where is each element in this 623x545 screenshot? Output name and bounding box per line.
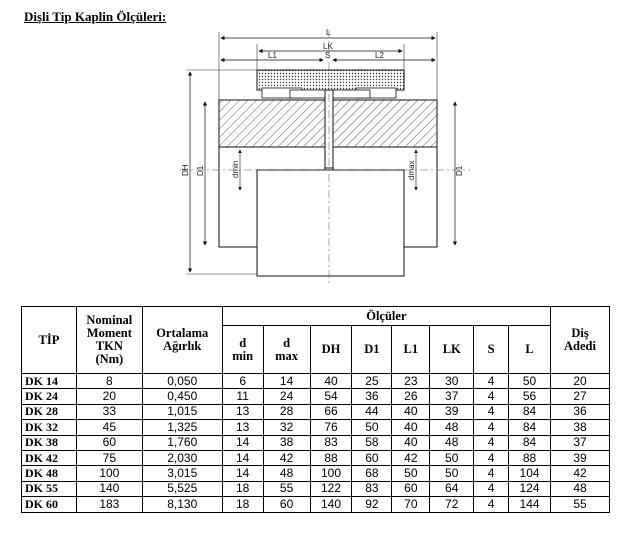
cell-weight: 2,030: [142, 450, 222, 465]
cell-l1: 40: [392, 404, 430, 419]
cell-dh: 76: [310, 420, 352, 435]
cell-l1: 42: [392, 450, 430, 465]
cell-dmin: 18: [222, 481, 263, 496]
cell-tip: DK 38: [22, 435, 77, 450]
cell-s: 4: [474, 481, 509, 496]
cell-dmax: 60: [263, 497, 310, 512]
cell-dh: 100: [310, 466, 352, 481]
header-dh: DH: [310, 326, 352, 374]
dimensions-table: [21, 306, 610, 513]
cell-tip: DK 24: [22, 389, 77, 404]
cell-s: 4: [474, 450, 509, 465]
cell-teeth: 55: [551, 497, 610, 512]
cell-tip: DK 28: [22, 404, 77, 419]
cell-weight: 0,050: [142, 374, 222, 389]
cell-dmin: 14: [222, 435, 263, 450]
label-S: S: [325, 51, 331, 60]
cell-dmin: 18: [222, 497, 263, 512]
cell-teeth: 20: [551, 374, 610, 389]
cell-lk: 64: [430, 481, 474, 496]
cell-l1: 40: [392, 435, 430, 450]
cell-tkn: 100: [76, 466, 142, 481]
cell-l1: 23: [392, 374, 430, 389]
cell-d1: 44: [352, 404, 392, 419]
label-D1-left: D1: [196, 165, 205, 176]
page-title: Dişli Tip Kaplin Ölçüleri:: [24, 9, 167, 24]
cell-l1: 60: [392, 481, 430, 496]
header-teeth: Diş Adedi: [551, 307, 610, 374]
cell-l: 84: [509, 420, 551, 435]
cell-dh: 40: [310, 374, 352, 389]
cell-dmin: 14: [222, 450, 263, 465]
cell-l1: 26: [392, 389, 430, 404]
header-l1: L1: [392, 326, 430, 374]
cell-s: 4: [474, 404, 509, 419]
cell-teeth: 37: [551, 435, 610, 450]
cell-l: 124: [509, 481, 551, 496]
cell-dmin: 6: [222, 374, 263, 389]
cell-teeth: 39: [551, 450, 610, 465]
cell-d1: 25: [352, 374, 392, 389]
header-dmin: d min: [222, 326, 263, 374]
table-row: [22, 404, 610, 419]
cell-d1: 92: [352, 497, 392, 512]
cell-teeth: 27: [551, 389, 610, 404]
cell-l: 84: [509, 404, 551, 419]
cell-l: 104: [509, 466, 551, 481]
cell-tip: DK 14: [22, 374, 77, 389]
cell-tkn: 60: [76, 435, 142, 450]
cell-d1: 58: [352, 435, 392, 450]
header-l: L: [509, 326, 551, 374]
label-L: L: [326, 28, 331, 37]
table-row: [22, 420, 610, 435]
cell-teeth: 48: [551, 481, 610, 496]
cell-weight: 5,525: [142, 481, 222, 496]
header-nominal-moment: Nominal Moment TKN (Nm): [76, 307, 142, 374]
label-D1-right: D1: [455, 165, 464, 176]
cell-dh: 66: [310, 404, 352, 419]
header-lk: LK: [430, 326, 474, 374]
cell-tkn: 20: [76, 389, 142, 404]
cell-lk: 48: [430, 435, 474, 450]
cell-tip: DK 55: [22, 481, 77, 496]
label-dmin: dmin: [231, 160, 240, 178]
table-row: [22, 389, 610, 404]
header-tip: TİP: [22, 307, 77, 374]
cell-d1: 83: [352, 481, 392, 496]
table-row: [22, 435, 610, 450]
cell-lk: 30: [430, 374, 474, 389]
label-L2: L2: [375, 51, 384, 60]
header-dmax: d max: [263, 326, 310, 374]
cell-s: 4: [474, 389, 509, 404]
cell-weight: 8,130: [142, 497, 222, 512]
cell-lk: 48: [430, 420, 474, 435]
cell-dmax: 14: [263, 374, 310, 389]
cell-dmin: 11: [222, 389, 263, 404]
cell-lk: 50: [430, 466, 474, 481]
cell-weight: 1,325: [142, 420, 222, 435]
header-s: S: [474, 326, 509, 374]
label-LK: LK: [323, 42, 333, 51]
cell-teeth: 42: [551, 466, 610, 481]
cell-l: 50: [509, 374, 551, 389]
cell-tkn: 45: [76, 420, 142, 435]
cell-weight: 1,760: [142, 435, 222, 450]
cell-dmin: 13: [222, 404, 263, 419]
cell-dh: 88: [310, 450, 352, 465]
cell-s: 4: [474, 435, 509, 450]
label-DH: DH: [181, 164, 190, 176]
cell-teeth: 38: [551, 420, 610, 435]
header-weight: Ortalama Ağırlık: [142, 307, 222, 374]
cell-d1: 50: [352, 420, 392, 435]
cell-weight: 3,015: [142, 466, 222, 481]
label-dmax: dmax: [407, 160, 416, 180]
cell-d1: 36: [352, 389, 392, 404]
table-row: [22, 481, 610, 496]
cell-tip: DK 48: [22, 466, 77, 481]
cell-dmin: 13: [222, 420, 263, 435]
cell-tip: DK 32: [22, 420, 77, 435]
table-row: [22, 450, 610, 465]
cell-dmax: 42: [263, 450, 310, 465]
cell-tkn: 183: [76, 497, 142, 512]
cell-l: 88: [509, 450, 551, 465]
cell-d1: 60: [352, 450, 392, 465]
header-d1: D1: [352, 326, 392, 374]
cell-lk: 39: [430, 404, 474, 419]
cell-dmin: 14: [222, 466, 263, 481]
cell-tkn: 33: [76, 404, 142, 419]
cell-dh: 122: [310, 481, 352, 496]
cell-tkn: 140: [76, 481, 142, 496]
cell-dmax: 38: [263, 435, 310, 450]
cell-l1: 50: [392, 466, 430, 481]
cell-tip: DK 60: [22, 497, 77, 512]
cell-tkn: 75: [76, 450, 142, 465]
cell-dmax: 48: [263, 466, 310, 481]
table-row: [22, 466, 610, 481]
cell-weight: 0,450: [142, 389, 222, 404]
cell-l: 144: [509, 497, 551, 512]
header-olculer: Ölçüler: [222, 307, 550, 326]
cell-tip: DK 42: [22, 450, 77, 465]
cell-dmax: 32: [263, 420, 310, 435]
cell-dh: 83: [310, 435, 352, 450]
cell-s: 4: [474, 420, 509, 435]
cell-lk: 50: [430, 450, 474, 465]
cell-lk: 37: [430, 389, 474, 404]
cell-lk: 72: [430, 497, 474, 512]
cell-dh: 140: [310, 497, 352, 512]
table-row: [22, 374, 610, 389]
cell-d1: 68: [352, 466, 392, 481]
cell-s: 4: [474, 466, 509, 481]
cell-dmax: 55: [263, 481, 310, 496]
cell-l1: 70: [392, 497, 430, 512]
cell-l: 56: [509, 389, 551, 404]
cell-tkn: 8: [76, 374, 142, 389]
cell-s: 4: [474, 374, 509, 389]
cell-teeth: 36: [551, 404, 610, 419]
cell-dh: 54: [310, 389, 352, 404]
cell-weight: 1,015: [142, 404, 222, 419]
cell-dmax: 28: [263, 404, 310, 419]
cell-s: 4: [474, 497, 509, 512]
cell-l1: 40: [392, 420, 430, 435]
label-L1: L1: [268, 51, 277, 60]
cell-dmax: 24: [263, 389, 310, 404]
cell-l: 84: [509, 435, 551, 450]
table-row: [22, 497, 610, 512]
